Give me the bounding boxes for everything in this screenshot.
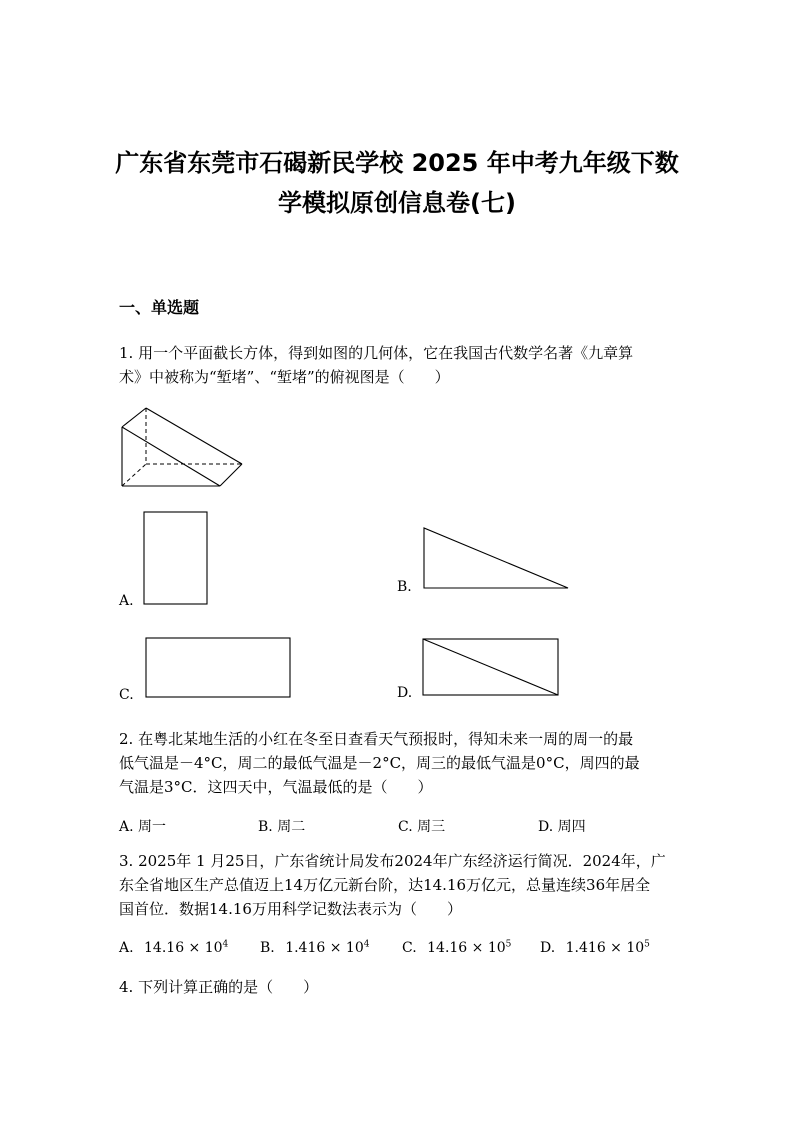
q1-option-c-label[interactable]: C. [119,687,134,703]
question-2-line2: 低气温是－4°C，周二的最低气温是－2°C，周三的最低气温是0°C，周四的最 [119,754,640,772]
prism-edge-top-left [122,408,146,427]
page-title-line2: 学模拟原创信息卷(七) [278,189,516,217]
q3-option-d-label: D. [540,940,556,956]
q3-option-c-base: 14.16 × 10 [427,940,506,956]
prism-edge-slant-front [122,427,220,486]
question-2-stem [119,727,675,799]
q3-option-a-exponent: 4 [222,939,229,950]
q1-option-d-label[interactable]: D. [397,685,413,701]
question-3-stem [119,849,675,921]
question-3-line3: 国首位．数据14.16万用科学记数法表示为（ ） [119,900,462,918]
q3-option-c-exponent: 5 [505,939,512,950]
q3-option-d-exponent: 5 [644,939,650,950]
q3-option-b[interactable] [260,940,369,956]
question-2-line1: 2. 在粤北某地生活的小红在冬至日查看天气预报时，得知未来一周的周一的最 [119,730,634,748]
question-1-line1: 1. 用一个平面截长方体，得到如图的几何体，它在我国古代数学名著《九章算 [119,344,634,362]
q3-option-a-label: A. [119,940,134,956]
q1-option-c-figure[interactable] [145,637,293,701]
section-heading: 一、单选题 [119,298,200,317]
q3-option-c-label: C. [402,940,417,956]
prism-edge-right [220,464,242,486]
q3-option-d-base: 1.416 × 10 [565,940,645,956]
prism-figure [114,402,248,492]
q2-option-d[interactable]: D. 周四 [538,819,586,835]
q2-option-c[interactable]: C. 周三 [398,819,446,835]
q3-option-b-exponent: 4 [363,939,370,950]
q2-option-b[interactable]: B. 周二 [258,819,306,835]
q2-option-a[interactable]: A. 周一 [119,819,167,835]
prism-hidden-diagonal [122,464,146,486]
question-1-line2: 术》中被称为“堑堵”、“堑堵”的俯视图是（ ） [119,368,450,386]
q1-option-b-label[interactable]: B. [397,579,412,595]
prism-edge-top-back [146,408,242,464]
q3-option-c[interactable] [402,940,511,956]
question-4-stem: 4. 下列计算正确的是（ ） [119,978,319,996]
question-1-stem [119,341,675,389]
q1-option-b-figure[interactable] [422,526,572,592]
q1-option-a-label[interactable]: A. [119,593,134,609]
q3-option-a-base: 14.16 × 10 [144,940,223,956]
question-2-line3: 气温是3°C．这四天中，气温最低的是（ ） [119,778,433,796]
question-3-line1: 3. 2025年 1 月25日，广东省统计局发布2024年广东经济运行简况．2024年，广 [119,852,666,870]
q1-option-a-figure[interactable] [143,511,209,607]
question-3-line2: 东全省地区生产总值迈上14万亿元新台阶，达14.16万亿元，总量连续36年居全 [119,876,651,894]
q1-option-d-figure[interactable] [422,638,561,698]
page-title-line1: 广东省东莞市石碣新民学校 2025 年中考九年级下数 [115,149,679,177]
q3-option-b-base: 1.416 × 10 [285,940,364,956]
q3-option-a[interactable] [119,940,228,956]
q3-option-b-label: B. [260,940,275,956]
q3-option-d[interactable] [540,940,650,956]
